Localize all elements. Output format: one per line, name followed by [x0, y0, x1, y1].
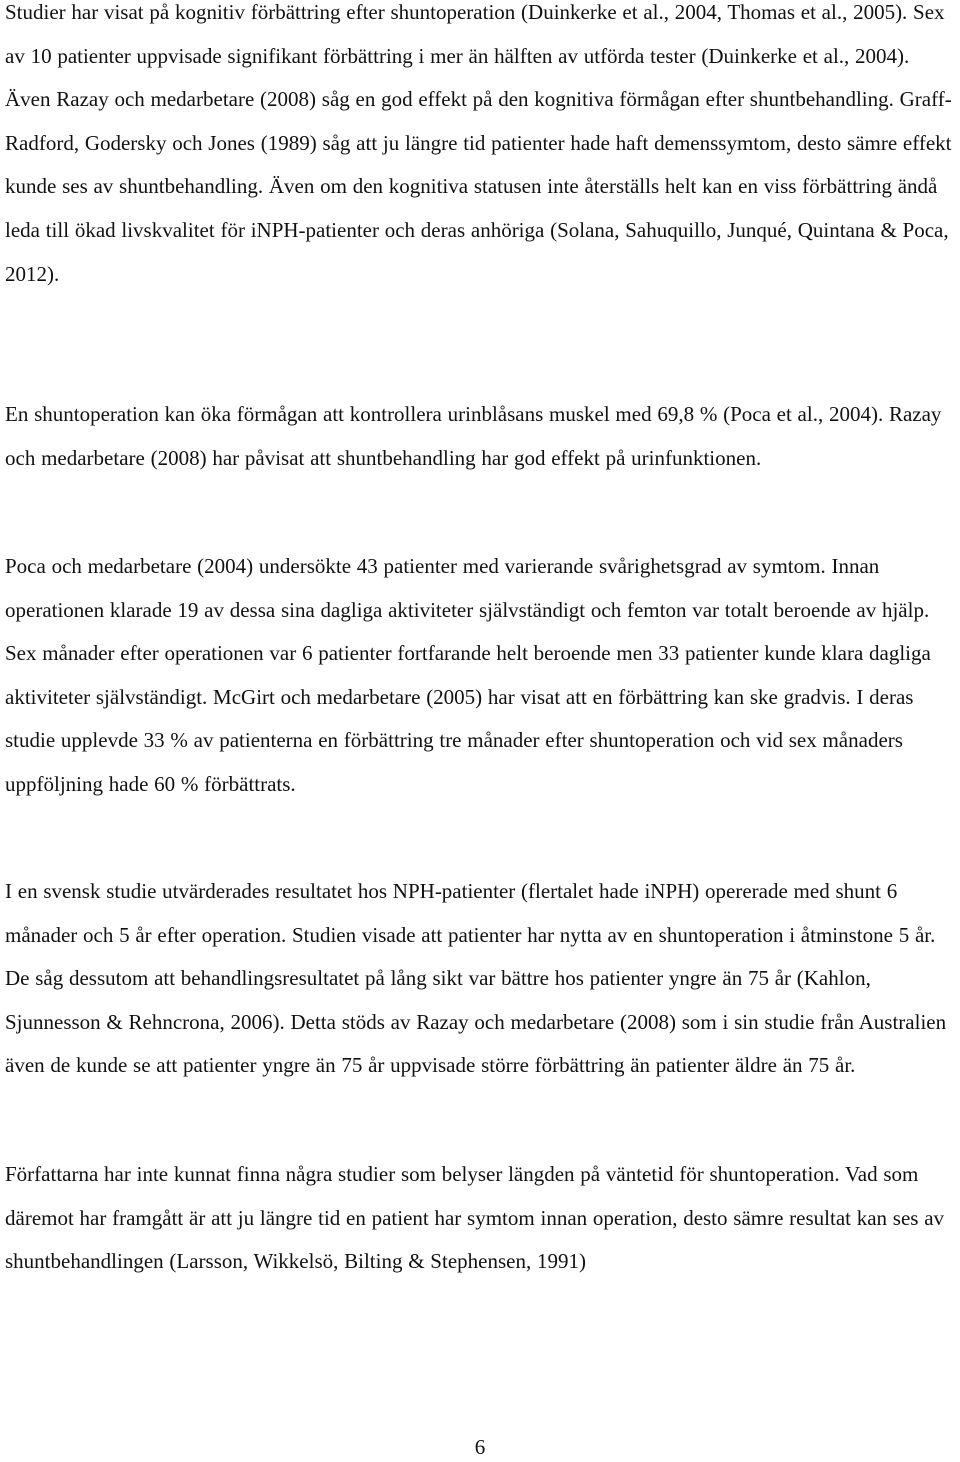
paragraph-daily-activities: Poca och medarbetare (2004) undersökte 43 patienter med varierande svårighetsgrad av symtom. Innan operationen klarade 19 av dessa sina dagliga aktiviteter självständigt och femton var totalt beroende av hjälp. Sex månader efter operationen var 6 patienter fortfarande helt beroende men 33 patienter kunde klara dagliga aktiviteter självständigt. McGirt och medarbetare (2005) har visat att en förbättring kan ske gradvis. I deras studie upplevde 33 % av patienterna en förbättring tre månader efter shuntoperation och vid sex månaders uppföljning hade 60 % förbättrats. [5, 554, 931, 796]
paragraph-swedish-study: I en svensk studie utvärderades resultatet hos NPH-patienter (flertalet hade iNPH) opererade med shunt 6 månader och 5 år efter operation. Studien visade att patienter har nytta av en shuntoperation i åtminstone 5 år. De såg dessutom att behandlingsresultatet på lång sikt var bättre hos patienter yngre än 75 år (Kahlon, Sjunnesson & Rehncrona, 2006). Detta stöds av Razay och medarbetare (2008) som i sin studie från Australien även de kunde se att patienter yngre än 75 år uppvisade större förbättring än patienter äldre än 75 år. [5, 879, 947, 1078]
page-number: 6 [474, 1435, 486, 1459]
paragraph-waiting-time: Författarna har inte kunnat finna några studier som belyser längden på väntetid för shuntoperation. Vad som däremot har framgått är att ju längre tid en patient har symtom innan operation, desto sämre resultat kan ses av shuntbehandlingen (Larsson, Wikkelsö, Bilting & Stephensen, 1991) [5, 1162, 945, 1274]
paragraph-bladder-control: En shuntoperation kan öka förmågan att kontrollera urinblåsans muskel med 69,8 % (Poca et al., 2004). Razay och medarbetare (2008) har påvisat att shuntbehandling har god effekt på urinfunktionen. [5, 402, 942, 470]
paragraph-cognitive-improvement: Studier har visat på kognitiv förbättring efter shuntoperation (Duinkerke et al., 2004, Thomas et al., 2005). Sex av 10 patienter uppvisade signifikant förbättring i mer än hälften av utförda tester (Duinkerke et al., 2004). Även Razay och medarbetare (2008) såg en god effekt på den kognitiva förmågan efter shuntbehandling. Graff-Radford, Godersky och Jones (1989) såg att ju längre tid patienter hade haft demenssymtom, desto sämre effekt kunde ses av shuntbehandling. Även om den kognitiva statusen inte återställs helt kan en viss förbättring ändå leda till ökad livskvalitet för iNPH-patienter och deras anhöriga (Solana, Sahuquillo, Junqué, Quintana & Poca, 2012). [5, 0, 952, 286]
